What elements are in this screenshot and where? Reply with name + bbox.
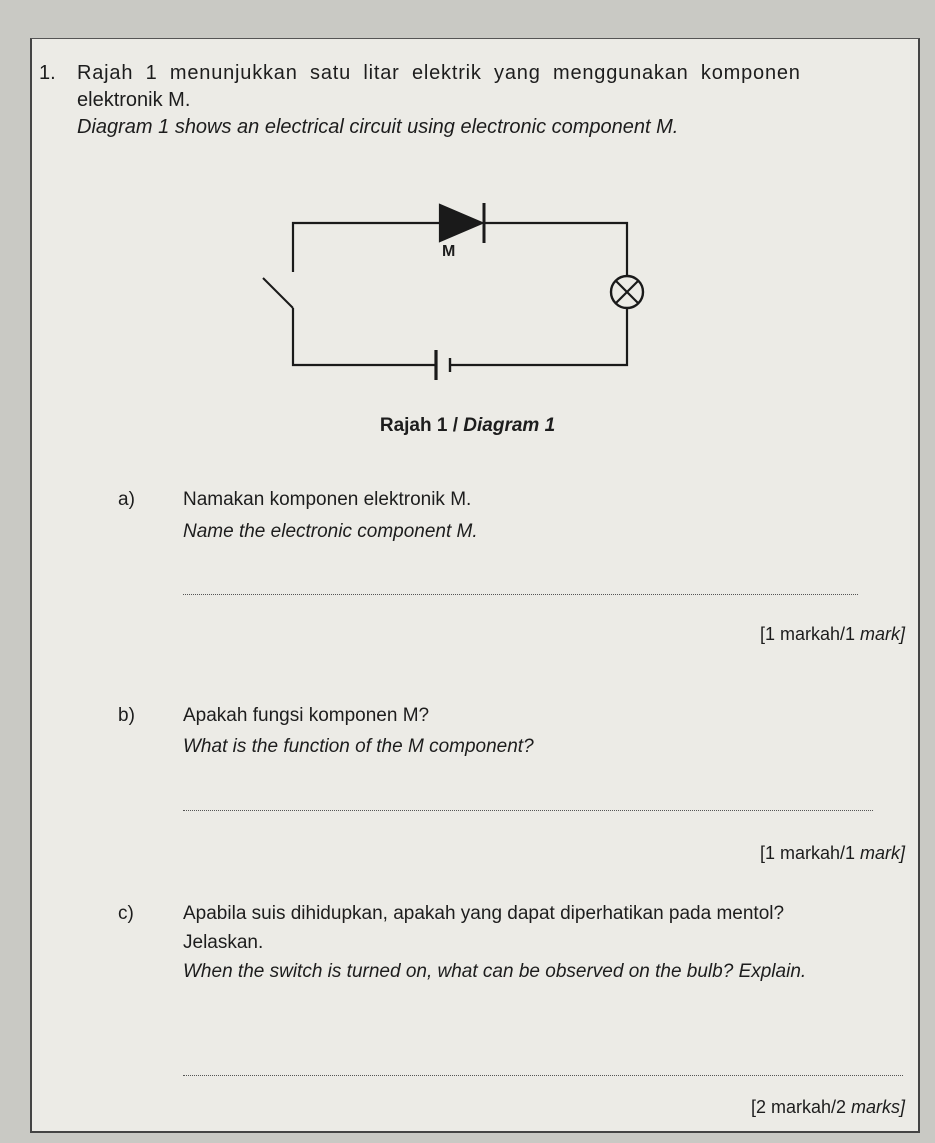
part-b-marks: [1 markah/1 mark]: [759, 843, 905, 863]
diagram-caption: [0, 415, 935, 437]
wire-top-left: [293, 223, 440, 272]
part-a-letter: a): [118, 489, 135, 510]
wire-bottom-left: [293, 308, 436, 365]
wire-right-bottom: [450, 308, 627, 365]
wire-top-right: [484, 223, 627, 275]
question-english: Diagram 1 shows an electrical circuit using electronic component M.: [77, 116, 679, 138]
question-number: 1.: [39, 62, 56, 84]
part-c-english: When the switch is turned on, what can be observed on the bulb? Explain.: [183, 961, 807, 982]
part-b-english: What is the function of the M component?: [183, 736, 534, 757]
part-b-letter: b): [118, 705, 135, 726]
part-a-answer-line[interactable]: [183, 594, 858, 595]
part-c-letter: c): [118, 903, 134, 924]
part-a-marks: [1 markah/1 mark]: [759, 624, 905, 644]
part-b-malay: Apakah fungsi komponen M?: [183, 705, 430, 726]
part-c-malay: Apabila suis dihidupkan, apakah yang dapat diperhatikan pada mentol? Jelaskan.: [183, 903, 785, 953]
question-intro: [39, 60, 895, 141]
switch-icon: [263, 278, 293, 308]
circuit-diagram: [250, 190, 670, 390]
question-malay-line1: Rajah 1 menunjukkan satu litar elektrik yang menggunakan komponen: [77, 62, 801, 84]
part-b-answer-line[interactable]: [183, 810, 873, 811]
part-c-answer-line[interactable]: [183, 1075, 903, 1076]
diode-icon: [440, 205, 482, 241]
part-a-english: Name the electronic component M.: [183, 521, 478, 542]
part-a-malay: Namakan komponen elektronik M.: [183, 489, 472, 510]
diagram-caption-malay: Rajah 1 /: [379, 415, 464, 436]
component-m-label: M: [442, 243, 456, 260]
part-c-marks: [2 markah/2 marks]: [750, 1097, 905, 1117]
question-malay-line2: elektronik M.: [77, 89, 191, 111]
diagram-caption-english: Diagram 1: [463, 415, 556, 436]
